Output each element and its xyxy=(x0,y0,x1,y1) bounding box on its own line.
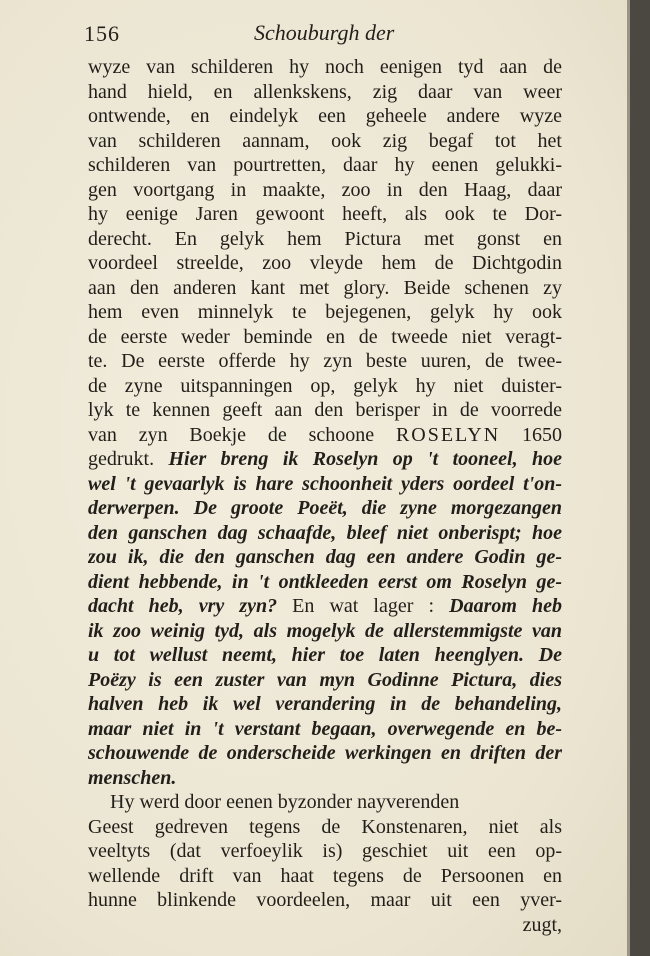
text-segment: Geest gedreven tegens de Konstenaren, niet als xyxy=(88,815,562,838)
text-segment: gen voortgang in maakte, zoo in den Haag, daar xyxy=(88,178,562,201)
text-line xyxy=(88,790,562,815)
text-line xyxy=(88,668,562,693)
text-line xyxy=(88,104,562,129)
italic-quote-segment: wel 't gevaarlyk is hare schoonheit yders oordeel t'on- xyxy=(88,472,562,495)
text-line xyxy=(88,398,562,423)
italic-quote-segment: zou ik, die den ganschen dag een andere Godin ge- xyxy=(88,546,562,568)
text-line xyxy=(88,325,562,350)
text-segment: wellende drift van haat tegens de Persoonen en xyxy=(88,864,562,887)
italic-quote-segment: derwerpen. De groote Poeët, die zyne morgezangen xyxy=(88,497,562,519)
text-line xyxy=(88,766,562,791)
italic-quote-segment: ik zoo weinig tyd, als mogelyk de allerstemmigste van xyxy=(88,619,562,642)
running-title: Schouburgh der xyxy=(254,20,395,45)
text-segment: gedrukt. xyxy=(88,448,169,470)
text-segment: voordeel streelde, zoo vleyde hem de Dichtgodin xyxy=(88,252,562,274)
text-segment: aan den anderen kant met glory. Beide schenen zy xyxy=(88,276,562,299)
text-segment: Hy werd door eenen byzonder nayverenden xyxy=(110,791,460,813)
text-segment: schilderen van pourtretten, daar hy eenen gelukki- xyxy=(88,154,562,176)
italic-quote-segment: menschen. xyxy=(88,766,177,789)
italic-quote-segment: maar niet in 't verstant begaan, overwegende en be- xyxy=(88,717,562,740)
text-segment: veeltyts (dat verfoeylik is) geschiet uit een op- xyxy=(88,840,562,862)
text-segment: de zyne uitspanningen op, gelyk hy niet duister- xyxy=(88,374,562,397)
text-line xyxy=(88,349,562,374)
text-segment: te. De eerste offerde hy zyn beste uuren, de twee- xyxy=(88,350,562,372)
body-text xyxy=(88,55,562,937)
text-line xyxy=(88,202,562,227)
text-line xyxy=(88,717,562,742)
text-line xyxy=(88,888,562,913)
text-segment: de eerste weder beminde en de tweede niet veragt- xyxy=(88,325,562,348)
text-line xyxy=(88,472,562,497)
text-line xyxy=(88,570,562,595)
text-segment: ontwende, en eindelyk een geheele andere wyze xyxy=(88,105,562,127)
text-line xyxy=(88,129,562,154)
text-line xyxy=(88,594,562,619)
text-line xyxy=(88,447,562,472)
text-line xyxy=(88,545,562,570)
text-segment: derecht. En gelyk hem Pictura met gonst en xyxy=(88,227,562,250)
page-header xyxy=(84,18,564,50)
text-segment: ROSELYN xyxy=(395,423,501,446)
text-line xyxy=(88,423,562,448)
italic-quote-segment: den ganschen dag schaafde, bleef niet onberispt; hoe xyxy=(88,521,562,544)
text-line xyxy=(88,227,562,252)
text-segment: hunne blinkende voordeelen, maar uit een yver- xyxy=(88,889,562,911)
text-line xyxy=(88,815,562,840)
text-segment: van zyn Boekje de schoone xyxy=(88,423,396,446)
text-line xyxy=(88,864,562,889)
text-line xyxy=(88,692,562,717)
italic-quote-segment: u tot wellust neemt, hier toe laten heenglyen. De xyxy=(88,644,562,666)
page-number: 156 xyxy=(84,21,120,46)
italic-quote-segment: Poëzy is een zuster van myn Godinne Pictura, dies xyxy=(88,668,562,691)
text-line xyxy=(88,643,562,668)
text-line xyxy=(88,913,562,938)
italic-quote-segment: schouwende de onderscheide werkingen en driften der xyxy=(88,742,562,764)
text-segment: wyze van schilderen hy noch eenigen tyd aan de xyxy=(88,56,562,78)
text-segment: lyk te kennen geeft aan den berisper in de voorrede xyxy=(88,399,562,421)
italic-quote-segment: dient hebbende, in 't ontkleeden eerst om Roselyn ge- xyxy=(88,570,562,593)
text-line xyxy=(88,521,562,546)
text-segment: hy eenige Jaren gewoont heeft, als ook te Dor- xyxy=(88,203,562,225)
italic-quote-segment: Hier breng ik Roselyn op 't tooneel, hoe xyxy=(168,448,562,470)
text-line xyxy=(88,153,562,178)
text-line xyxy=(88,300,562,325)
text-line xyxy=(88,619,562,644)
text-segment: 1650 xyxy=(500,423,562,446)
text-segment: En wat lager : xyxy=(277,595,450,617)
italic-quote-segment: dacht heb, vry zyn? xyxy=(88,595,278,617)
text-line xyxy=(88,276,562,301)
text-segment: hand hield, en allenkskens, zig daar van weer xyxy=(88,80,562,103)
italic-quote-segment: halven heb ik wel verandering in de behandeling, xyxy=(88,693,562,715)
text-segment: hem even minnelyk te bejegenen, gelyk hy ook xyxy=(88,301,562,323)
text-segment: van schilderen aannam, ook zig begaf tot het xyxy=(88,129,562,152)
text-line xyxy=(88,374,562,399)
text-line xyxy=(88,251,562,276)
text-line xyxy=(88,55,562,80)
page-edge-shadow xyxy=(627,0,650,956)
text-line xyxy=(88,496,562,521)
text-segment: zugt, xyxy=(522,913,562,936)
text-line xyxy=(88,178,562,203)
text-line xyxy=(88,839,562,864)
italic-quote-segment: Daarom heb xyxy=(449,595,562,617)
text-line xyxy=(88,741,562,766)
text-line xyxy=(88,80,562,105)
